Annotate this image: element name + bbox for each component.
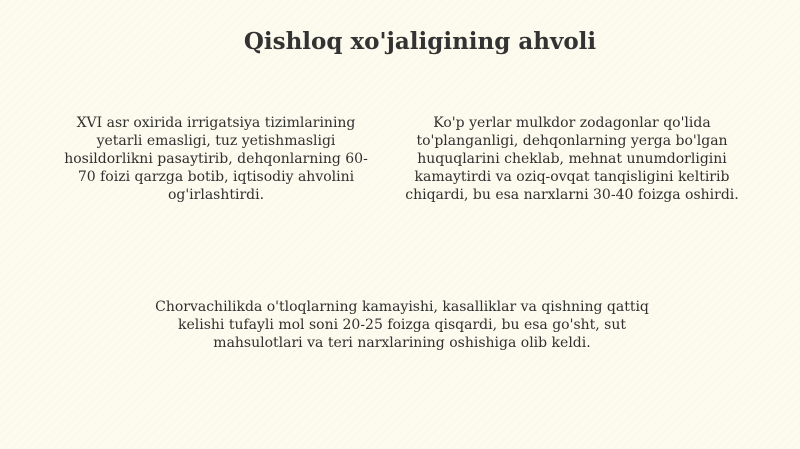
- paragraph-land-ownership: Ko'p yerlar mulkdor zodagonlar qo'lida to'planganligi, dehqonlarning yerga bo'lgan huquqlarini cheklab, mehnat unumdorligini kamaytirdi va oziq-ovqat tanqisligini keltirib chiqardi, bu esa narxlarni 30-40 foizga oshirdi.: [405, 115, 739, 203]
- paragraph-irrigation: XVI asr oxirida irrigatsiya tizimlarining yetarli emasligi, tuz yetishmasligi hosildorlikni pasaytirib, dehqonlarning 60-70 foizi qarzga botib, iqtisodiy ahvolini og'irlashtirdi.: [64, 115, 368, 203]
- paragraph-livestock: Chorvachilikda o'tloqlarning kamayishi, kasalliklar va qishning qattiq kelishi tufayli mol soni 20-25 foizga qisqardi, bu esa go'sht, sut mahsulotlari va teri narxlarining oshishiga olib keldi.: [155, 299, 649, 351]
- slide-title: Qishloq xo'jaligining ahvoli: [243, 28, 597, 55]
- title-container: [0, 28, 800, 55]
